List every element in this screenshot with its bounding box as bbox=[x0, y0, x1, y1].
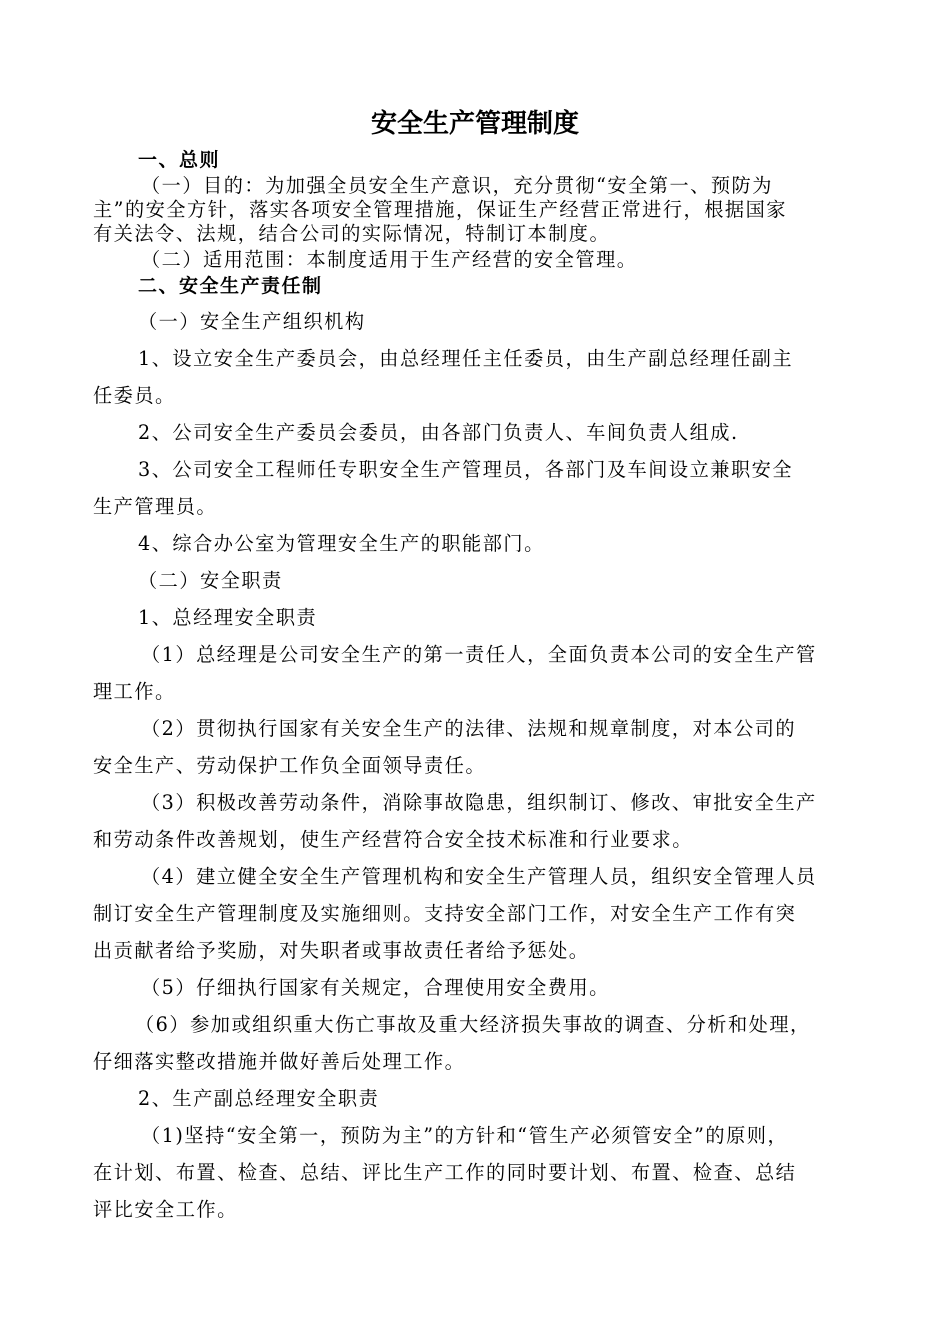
item-line: 安全生产、劳动保护工作负全面领导责任。 bbox=[93, 754, 487, 777]
paragraph-scope bbox=[141, 248, 916, 272]
item-line: （2）贯彻执行国家有关安全生产的法律、法规和规章制度，对本公司的 bbox=[141, 717, 797, 740]
item-line: 仔细落实整改措施并做好善后处理工作。 bbox=[93, 1050, 466, 1073]
item-line: （5）仔细执行国家有关规定，合理使用安全费用。 bbox=[141, 976, 610, 999]
item-line: 制订安全生产管理制度及实施细则。支持安全部门工作，对安全生产工作有突 bbox=[93, 902, 797, 925]
responsibility-body bbox=[93, 303, 868, 1228]
item-line: 评比安全工作。 bbox=[93, 1198, 238, 1221]
item-line: （4）建立健全安全生产管理机构和安全生产管理人员，组织安全管理人员 bbox=[141, 865, 817, 888]
paragraph-line: （二）适用范围：本制度适用于生产经营的安全管理。 bbox=[141, 248, 638, 271]
subheading-duties: （二）安全职责 bbox=[138, 569, 283, 592]
item-line: （3）积极改善劳动条件，消除事故隐患，组织制订、修改、审批安全生产 bbox=[141, 791, 817, 814]
item-line: 理工作。 bbox=[93, 680, 176, 703]
item-line: 2、公司安全生产委员会委员，由各部门负责人、车间负责人组成. bbox=[138, 421, 739, 444]
item-line: 任委员。 bbox=[93, 384, 176, 407]
paragraph-line: （一）目的：为加强全员安全生产意识，充分贯彻“安全第一、预防为 bbox=[141, 174, 773, 197]
subheading-gm-duties: 1、总经理安全职责 bbox=[138, 606, 318, 629]
paragraph-line: 有关法令、法规，结合公司的实际情况，特制订本制度。 bbox=[93, 222, 611, 245]
item-line: 4、综合办公室为管理安全生产的职能部门。 bbox=[138, 532, 545, 555]
paragraph-line: 主”的安全方针，落实各项安全管理措施，保证生产经营正常进行，根据国家 bbox=[93, 198, 787, 221]
section-heading-text: 一、总则 bbox=[138, 149, 221, 171]
section-heading-responsibility bbox=[138, 274, 913, 298]
item-line: 1、设立安全生产委员会，由总经理任主任委员，由生产副总经理任副主 bbox=[138, 347, 794, 370]
item-line: （6）参加或组织重大伤亡事故及重大经济损失事故的调查、分析和处理， bbox=[135, 1013, 811, 1036]
item-line: 3、公司安全工程师任专职安全生产管理员，各部门及车间设立兼职安全 bbox=[138, 458, 794, 481]
item-line: 在计划、布置、检查、总结、评比生产工作的同时要计划、布置、检查、总结 bbox=[93, 1161, 797, 1184]
paragraph-purpose bbox=[93, 174, 868, 246]
item-line: 出贡献者给予奖励，对失职者或事故责任者给予惩处。 bbox=[93, 939, 590, 962]
document-title: 安全生产管理制度 bbox=[370, 109, 579, 139]
item-line: （1）总经理是公司安全生产的第一责任人，全面负责本公司的安全生产管 bbox=[141, 643, 817, 666]
subheading-vp-duties: 2、生产副总经理安全职责 bbox=[138, 1087, 380, 1110]
item-line: 生产管理员。 bbox=[93, 495, 218, 518]
section-heading-general bbox=[138, 148, 913, 172]
section-heading-text: 二、安全生产责任制 bbox=[138, 275, 323, 297]
subheading-organization: （一）安全生产组织机构 bbox=[138, 310, 366, 333]
item-line: （1)坚持“安全第一，预防为主”的方针和“管生产必须管安全”的原则， bbox=[141, 1124, 789, 1147]
item-line: 和劳动条件改善规划，使生产经营符合安全技术标准和行业要求。 bbox=[93, 828, 693, 851]
